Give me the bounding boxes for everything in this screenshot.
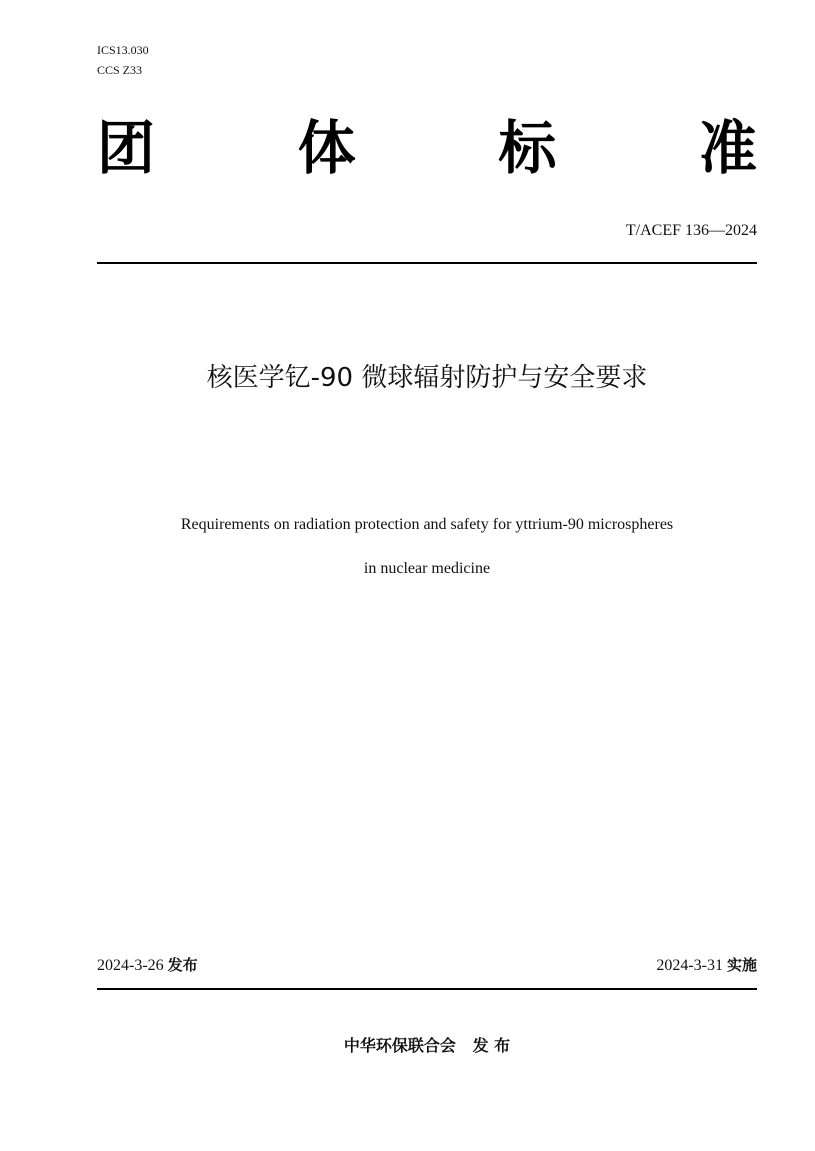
ccs-code: CCS Z33 (97, 63, 143, 77)
implementation-date-value: 2024-3-31 (656, 957, 723, 974)
chinese-title: 核医学钇-90 微球辐射防护与安全要求 (206, 363, 648, 393)
implementation-date (656, 954, 757, 977)
ics-code: ICS13.030 (97, 43, 149, 57)
english-title-line-1: Requirements on radiation protection and safety for yttrium-90 microspheres (180, 516, 674, 533)
document-type-char-3: 标 (498, 114, 557, 182)
document-type-char-4: 准 (698, 114, 757, 182)
standard-number: T/ACEF 136—2024 (625, 222, 757, 239)
top-divider (97, 262, 757, 264)
issue-date (97, 954, 198, 977)
publisher-name: 中华环保联合会 (343, 1036, 456, 1055)
issue-date-value: 2024-3-26 (97, 957, 164, 974)
issue-date-label: 发布 (167, 956, 198, 974)
bottom-divider (97, 988, 757, 990)
document-type-char-1: 团 (97, 114, 156, 182)
publisher-line (97, 1034, 757, 1058)
implementation-date-label: 实施 (726, 956, 757, 974)
document-type-char-2: 体 (297, 114, 356, 182)
document-type-heading (97, 112, 757, 184)
publisher-action: 发 布 (472, 1036, 511, 1055)
english-title-line-2: in nuclear medicine (363, 560, 491, 577)
